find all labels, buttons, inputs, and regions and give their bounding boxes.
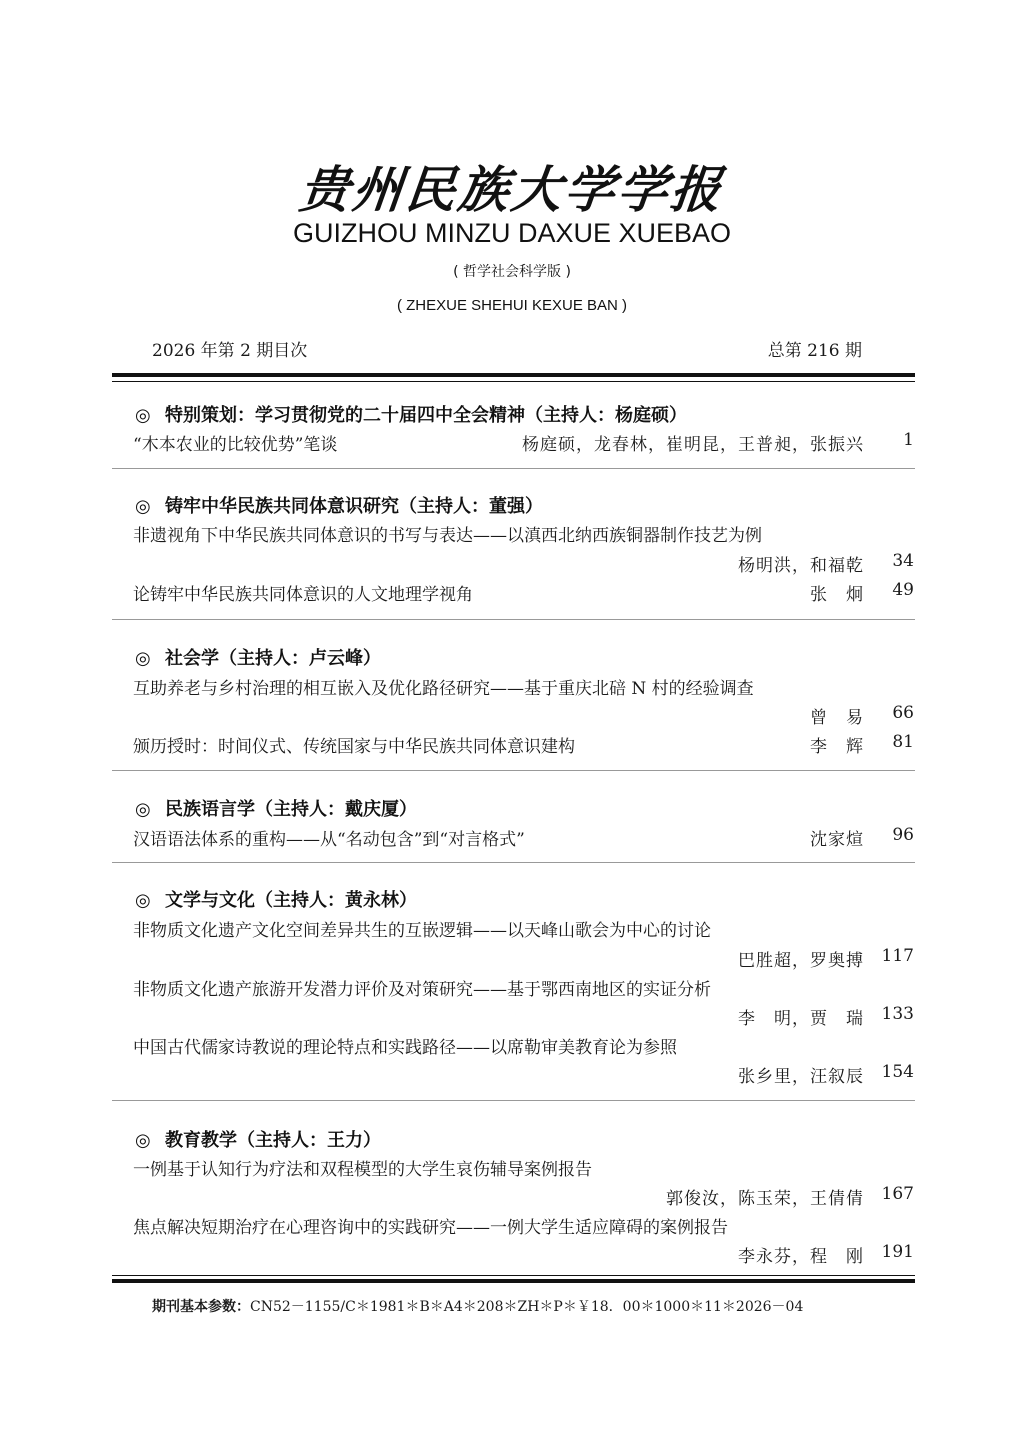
toc-entry-meta [133,1062,914,1086]
article-title: 非物质文化遗产文化空间差异共生的互嵌逻辑——以天峰山歌会为中心的讨论 [133,921,711,941]
article-title: 非遗视角下中华民族共同体意识的书写与表达——以滇西北纳西族铜器制作技艺为例 [133,526,762,546]
article-page: 34 [892,551,914,571]
journal-parameters [152,1296,803,1316]
top-rule-thick [112,373,915,377]
article-authors: 张乡里，汪叙辰 [738,1067,864,1087]
section-divider [112,619,915,620]
section-mark: ◎ [135,799,151,820]
section-title: 文学与文化（主持人：黄永林） [165,890,417,911]
toc-entry[interactable] [133,580,914,604]
journal-subtitle-cn: ( 哲学社会科学版 ) [453,264,571,280]
section-heading [135,1126,381,1152]
parameters-value: CN52－1155/C＊1981＊B＊A4＊208＊ZH＊P＊￥18．00＊1000＊11＊2026－04 [250,1299,804,1315]
section-heading [135,886,417,912]
article-title: 颁历授时：时间仪式、传统国家与中华民族共同体意识建构 [133,737,575,757]
issue-total: 总第 216 期 [767,341,862,361]
toc-entry-meta [133,551,914,575]
toc-entry-meta [133,703,914,727]
section-mark: ◎ [135,496,151,517]
article-page: 49 [892,580,914,600]
toc-entry-title[interactable] [133,1033,914,1057]
toc-entry-title[interactable] [133,1155,914,1179]
section-title: 特别策划：学习贯彻党的二十届四中全会精神（主持人：杨庭硕） [165,405,687,426]
issue-info [152,336,862,361]
article-authors: 曾 易 [810,708,864,728]
toc-entry-meta [133,946,914,970]
article-authors: 巴胜超，罗奥搏 [738,951,864,971]
section-mark: ◎ [135,890,151,911]
section-mark: ◎ [135,1130,151,1151]
section-mark: ◎ [135,648,151,669]
bottom-rule-thick [112,1279,915,1283]
article-authors: 李 辉 [810,737,864,757]
article-page: 167 [881,1184,914,1204]
article-title: “木本农业的比较优势”笔谈 [133,435,338,455]
article-authors: 李 明，贾 瑞 [738,1009,864,1029]
issue-number: 2026 年第 2 期目次 [152,341,308,361]
toc-entry-title[interactable] [133,916,914,940]
journal-logo: 贵州民族大学学报 [296,160,727,219]
bottom-rule-thin [112,1275,915,1276]
journal-subtitle-en: ( ZHEXUE SHEHUI KEXUE BAN ) [396,297,628,314]
toc-entry[interactable] [133,430,914,454]
article-title: 非物质文化遗产旅游开发潜力评价及对策研究——基于鄂西南地区的实证分析 [133,980,711,1000]
article-title: 中国古代儒家诗教说的理论特点和实践路径——以席勒审美教育论为参照 [133,1038,677,1058]
section-heading [135,401,687,427]
toc-entry-meta [133,1184,914,1208]
article-authors: 杨明洪，和福乾 [738,556,864,576]
section-heading [135,795,417,821]
article-page: 1 [903,430,914,450]
article-page: 154 [881,1062,914,1082]
top-rule-thin [112,381,915,382]
section-title: 教育教学（主持人：王力） [165,1130,381,1151]
section-title: 民族语言学（主持人：戴庆厦） [165,799,417,820]
parameters-label: 期刊基本参数： [152,1299,250,1315]
article-page: 66 [892,703,914,723]
article-page: 96 [892,825,914,845]
toc-entry-title[interactable] [133,1213,914,1237]
toc-entry-meta [133,1242,914,1266]
section-title: 社会学（主持人：卢云峰） [165,648,381,669]
section-mark: ◎ [135,405,151,426]
article-authors: 李永芬，程 刚 [738,1247,864,1267]
article-page: 133 [881,1004,914,1024]
article-title: 互助养老与乡村治理的相互嵌入及优化路径研究——基于重庆北碚 N 村的经验调查 [133,679,754,699]
section-heading [135,644,381,670]
article-authors: 张 炯 [810,585,864,605]
article-title: 焦点解决短期治疗在心理咨询中的实践研究——一例大学生适应障碍的案例报告 [133,1218,728,1238]
toc-entry[interactable] [133,732,914,756]
article-page: 191 [881,1242,914,1262]
toc-entry-title[interactable] [133,975,914,999]
section-divider [112,1100,915,1101]
article-title: 一例基于认知行为疗法和双程模型的大学生哀伤辅导案例报告 [133,1160,592,1180]
article-page: 117 [881,946,914,966]
section-divider [112,862,915,863]
article-title: 论铸牢中华民族共同体意识的人文地理学视角 [133,585,473,605]
article-authors: 郭俊汝，陈玉荣，王倩倩 [666,1189,864,1209]
section-divider [112,468,915,469]
toc-entry[interactable] [133,825,914,849]
article-page: 81 [892,732,914,752]
journal-title-en: GUIZHOU MINZU DAXUE XUEBAO [292,218,732,248]
article-authors: 沈家煊 [810,830,864,850]
toc-entry-title[interactable] [133,521,914,545]
article-title: 汉语语法体系的重构——从“名动包含”到“对言格式” [133,830,525,850]
toc-entry-meta [133,1004,914,1028]
section-heading [135,492,543,518]
article-authors: 杨庭硕，龙春林，崔明昆，王普昶，张振兴 [522,435,864,455]
toc-entry-title[interactable] [133,674,914,698]
section-divider [112,770,915,771]
section-title: 铸牢中华民族共同体意识研究（主持人：董强） [165,496,543,517]
